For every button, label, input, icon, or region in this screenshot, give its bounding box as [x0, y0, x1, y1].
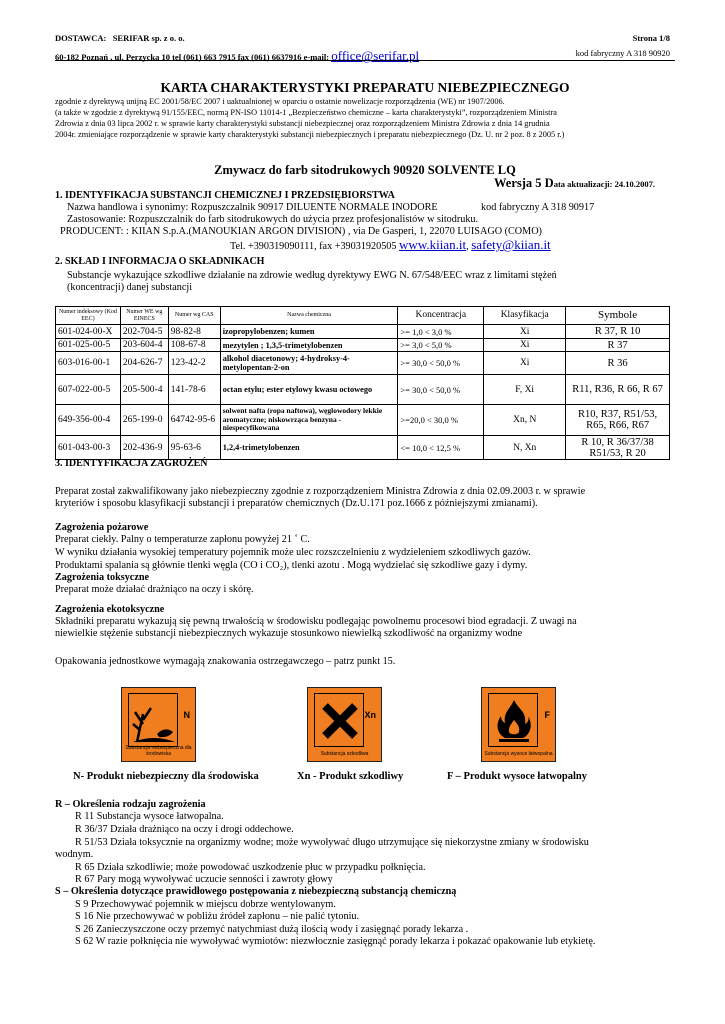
cell-sym: R 10, R 36/37/38 R51/53, R 20	[566, 436, 670, 460]
cell-name: mezytylen ; 1,3,5-trimetylobenzen	[220, 339, 398, 352]
tox-line1: Preparat może działać drażniąco na oczy i skórę.	[55, 584, 254, 595]
cell-index: 649-356-00-4	[56, 405, 121, 436]
section3-heading: 3. IDENTYFIKACJA ZAGROŻEŃ	[55, 458, 208, 469]
fire-heading: Zagrożenia pożarowe	[55, 522, 149, 533]
r-phrases-heading: R – Określenia rodzaju zagrożenia	[55, 799, 206, 810]
table-row	[56, 405, 670, 436]
section1-heading: 1. IDENTYFIKACJA SUBSTANCJI CHEMICZNEJ I PRZEDSIĘBIORSTWA	[55, 190, 395, 201]
col-symbols: Symbole	[566, 307, 670, 325]
cell-sym: R 37	[566, 339, 670, 352]
cell-sym: R10, R37, R51/53, R65, R66, R67	[566, 405, 670, 436]
intro-line: 2004r. zmieniające rozporządzenie w sprawie karty charakterystyki substancji niebezpiecznych i preparatu niebezpiecznego (Dz. U. nr 2 poz. 8 z 2005 r.)	[55, 130, 565, 139]
cell-name: 1,2,4-trimetylobenzen	[220, 436, 398, 460]
cell-name: octan etylu; ester etylowy kwasu octowego	[220, 375, 398, 405]
cell-conc: >=20,0 < 30,0 %	[398, 405, 484, 436]
cell-einecs: 265-199-0	[120, 405, 168, 436]
tox-heading: Zagrożenia toksyczne	[55, 572, 150, 583]
cell-index: 601-025-00-5	[56, 339, 121, 352]
pictogram-label: Substancja szkodliwa	[320, 751, 369, 757]
col-index: Numer indeksowy (Kod EEC)	[56, 307, 121, 325]
header-divider	[55, 60, 675, 61]
factory-code: kod fabryczny A 318 90920	[575, 48, 670, 58]
intro-line: (a także w zgodzie z dyrektywą 91/155/EEC, normą PN-ISO 11014-1 „Bezpieczeństwo chemiczne – karta charakterystyki”, rozporządzeniem Ministra	[55, 108, 557, 117]
cell-index: 601-043-00-3	[56, 436, 121, 460]
version-info	[494, 176, 655, 191]
composition-table	[55, 306, 670, 460]
section1-usage: Zastosowanie: Rozpuszczalnik do farb sitodrukowych do użycia przez profesjonalistów w sitodruku.	[67, 214, 479, 225]
section1-trade-name	[55, 202, 675, 214]
col-concentration: Koncentracja	[398, 307, 484, 325]
r-phrase: R 67 Pary mogą wywoływać uczucie senności i zawroty głowy	[75, 874, 333, 885]
r-phrase: R 65 Działa szkodliwie; może powodować uszkodzenie płuc w przypadku połknięcia.	[75, 862, 426, 873]
section2-text1: Substancje wykazujące szkodliwe działanie na zdrowie według dyrektywy EWG N. 67/548/EEC wraz z limitami stężeń	[67, 270, 557, 281]
r-phrase: R 36/37 Działa drażniąco na oczy i drogi oddechowe.	[75, 824, 294, 835]
cell-cls: Xi	[484, 339, 566, 352]
cell-sym: R 37, R 10	[566, 325, 670, 339]
fire-line1: Preparat ciekły. Palny o temperaturze zapłonu powyżej 21 ˚ C.	[55, 534, 310, 545]
update-date: ata aktualizacji: 24.10.2007.	[553, 179, 655, 189]
cell-einecs: 203-604-4	[120, 339, 168, 352]
cell-conc: >= 30,0 < 50,0 %	[398, 375, 484, 405]
pictogram-letter: F	[544, 710, 550, 720]
pictogram-label: Substancja wysoce łatwopalna	[484, 751, 553, 757]
phone-fax: Tel. +390319090111, fax +39031920505	[230, 241, 397, 252]
section1-producer: PRODUCENT: : KIIAN S.p.A.(MANOUKIAN ARGON DIVISION) , via De Gasperi, 1, 22070 LUISAGO (COMO)	[60, 226, 542, 237]
cell-conc: <= 10,0 < 12,5 %	[398, 436, 484, 460]
version: Wersja 5 D	[493, 176, 554, 190]
table-row	[56, 375, 670, 405]
cell-cls: Xi	[484, 325, 566, 339]
section3-p1b: kryteriów i sposobu klasyfikacji substancji i preparatów chemicznych (Dz.U.171 poz.1666 z późniejszymi zmianami).	[55, 498, 538, 509]
cell-cas: 64742-95-6	[168, 405, 220, 436]
cell-cas: 98-82-8	[168, 325, 220, 339]
section3-p1a: Preparat został zakwalifikowany jako niebezpieczny zgodnie z rozporządzeniem Ministra Zdrowia z dnia 02.09.2003 r. w sprawie	[55, 486, 586, 497]
s-phrase: S 26 Zanieczyszczone oczy przemyć natychmiast dużą ilością wody i zasięgnąć porady lekarza .	[75, 924, 469, 935]
document-title: KARTA CHARAKTERYSTYKI PREPARATU NIEBEZPIECZNEGO	[160, 80, 570, 95]
s-phrase: S 62 W razie połknięcia nie wywoływać wymiotów: niezwłocznie zasięgnąć porady lekarza i pokazać opakowanie lub etykietę.	[75, 936, 596, 947]
col-name: Nazwa chemiczna	[220, 307, 398, 325]
pictogram-letter: N	[183, 710, 190, 720]
packaging-note: Opakowania jednostkowe wymagają znakowania ostrzegawczego – patrz punkt 15.	[55, 656, 396, 667]
pictogram-n	[121, 687, 196, 762]
cell-einecs: 202-436-9	[120, 436, 168, 460]
safety-email-link[interactable]: safety@kiian.it	[471, 237, 551, 252]
eco-line2: niewielkie stężenie substancji niebezpiecznych wykazuje stosunkowo niewielką szkodliwość na organizmy wodne	[55, 628, 523, 639]
harmful-cross-icon	[314, 693, 364, 747]
pictogram-label: Substancja niebezpieczna dla środowiska	[125, 745, 192, 757]
supplier-name: SERIFAR sp. z o. o.	[112, 33, 185, 43]
cell-index: 603-016-00-1	[56, 352, 121, 375]
pictogram-letter: Xn	[364, 710, 376, 720]
r-phrase-wrap: wodnym.	[55, 849, 94, 860]
cell-cls: Xn, N	[484, 405, 566, 436]
cell-index: 601-024-00-X	[56, 325, 121, 339]
cell-cas: 141-78-6	[168, 375, 220, 405]
product-name: Zmywacz do farb sitodrukowych 90920 SOLVENTE LQ	[214, 163, 516, 177]
supplier-label: DOSTAWCA:	[55, 33, 107, 43]
environment-hazard-icon	[128, 693, 178, 747]
r-phrase: R 51/53 Działa toksycznie na organizmy wodne; może wywoływać długo utrzymujące się niekorzystne zmiany w środowisku	[75, 837, 589, 848]
pictogram-xn-caption: Xn - Produkt szkodliwy	[297, 771, 404, 782]
intro-line: zgodnie z dyrektywą unijną EC 2001/58/EC 2007 i uaktualnionej w oparciu o ostatnie nowelizacje rozporządzenia (WE) nr 1907/2006.	[55, 97, 505, 106]
cell-sym: R 36	[566, 352, 670, 375]
col-classification: Klasyfikacja	[484, 307, 566, 325]
cell-cls: F, Xi	[484, 375, 566, 405]
header-supplier	[55, 33, 670, 43]
cell-conc: >= 3,0 < 5,0 %	[398, 339, 484, 352]
cell-index: 607-022-00-5	[56, 375, 121, 405]
cell-einecs: 204-626-7	[120, 352, 168, 375]
fire-line3: Produktami spalania są głównie tlenki węgla (CO i CO₂), tlenki azotu . Mogą wydzielać się szkodliwe gazy i dymy.	[55, 560, 528, 571]
pictogram-f	[481, 687, 556, 762]
cell-name: alkohol diacetonowy; 4-hydroksy-4-metylopentan-2-on	[220, 352, 398, 375]
address: 60-182 Poznań , ul. Perzycka 10 tel (061) 663 7915 fax (061) 6637916 e-mail:	[55, 52, 330, 62]
table-header-row	[56, 307, 670, 325]
s-phrases-heading: S – Określenia dotyczące prawidłowego postępowania z niebezpieczną substancją chemiczną	[55, 886, 457, 897]
cell-conc: >= 30,0 < 50,0 %	[398, 352, 484, 375]
table-row	[56, 339, 670, 352]
cell-name: solwent nafta (ropa naftowa), węglowodory lekkie aromatyczne; niskowrząca benzyna - niespecyfikowana	[220, 405, 398, 436]
cell-einecs: 205-500-4	[120, 375, 168, 405]
flame-icon	[488, 693, 538, 747]
col-cas: Numer wg CAS	[168, 307, 220, 325]
fire-line2: W wyniku działania wysokiej temperatury pojemnik może ulec rozszczelnieniu z wydzieleniem szkodliwych gazów.	[55, 547, 531, 558]
cell-cas: 108-67-8	[168, 339, 220, 352]
intro-line: Zdrowia z dnia 03 lipca 2002 r. w sprawie karty charakterystyki substancji niebezpiecznej oraz rozporządzeniem Ministra Zdrowia z dnia 14 grudnia	[55, 119, 550, 128]
cell-conc: >= 1,0 < 3,0 %	[398, 325, 484, 339]
section1-contact	[230, 239, 670, 253]
page-number: Strona 1/8	[632, 33, 670, 43]
trade-code: kod fabryczny A 318 90917	[481, 202, 595, 213]
r-phrase: R 11 Substancja wysoce łatwopalna.	[75, 811, 224, 822]
s-phrase: S 9 Przechowywać pojemnik w miejscu dobrze wentylowanym.	[75, 899, 336, 910]
pictogram-f-caption: F – Produkt wysoce łatwopalny	[447, 771, 588, 782]
web-link[interactable]: www.kiian.it	[399, 237, 467, 252]
pictogram-n-caption: N- Produkt niebezpieczny dla środowiska	[73, 771, 259, 782]
eco-line1: Składniki preparatu wykazują się pewną trwałością w środowisku podlegając powolnemu procesowi biod egradacji. Z uwagi na	[55, 616, 577, 627]
table-row	[56, 325, 670, 339]
cell-cls: Xi	[484, 352, 566, 375]
cell-name: izopropylobenzen; kumen	[220, 325, 398, 339]
table-row	[56, 352, 670, 375]
table-row	[56, 436, 670, 460]
s-phrase: S 16 Nie przechowywać w pobliżu źródeł zapłonu – nie palić tytoniu.	[75, 911, 360, 922]
trade-name: Nazwa handlowa i synonimy: Rozpuszczalnik 90917 DILUENTE NORMALE INODORE	[67, 202, 438, 213]
section2-heading: 2. SKŁAD I INFORMACJA O SKŁADNIKACH	[55, 256, 265, 267]
cell-cls: N, Xn	[484, 436, 566, 460]
contact-separator: ,	[466, 241, 469, 252]
cell-cas: 95-63-6	[168, 436, 220, 460]
section2-text2: (koncentracji) danej substancji	[67, 282, 193, 293]
eco-heading: Zagrożenia ekotoksyczne	[55, 604, 165, 615]
col-einecs: Numer WE wg EINECS	[120, 307, 168, 325]
header-address	[55, 48, 675, 64]
cell-sym: R11, R36, R 66, R 67	[566, 375, 670, 405]
cell-cas: 123-42-2	[168, 352, 220, 375]
email-link[interactable]: office@serifar.pl	[331, 48, 420, 63]
intro-text	[55, 96, 675, 140]
pictogram-xn	[307, 687, 382, 762]
cell-einecs: 202-704-5	[120, 325, 168, 339]
